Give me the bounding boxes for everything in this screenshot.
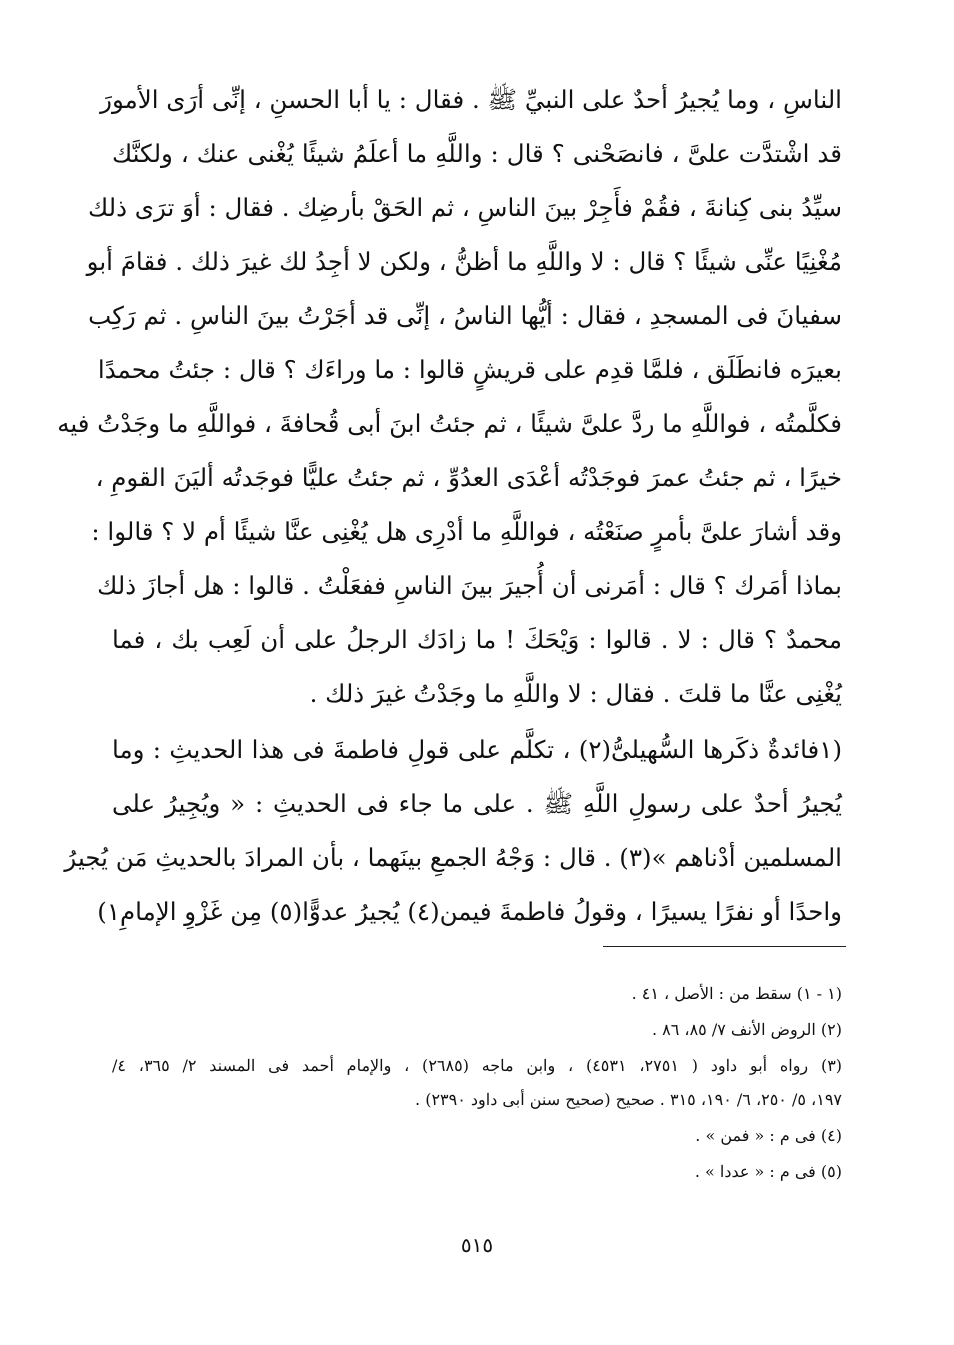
footnote: (١ - ١) سقط من : الأصل ، ٤١ .: [631, 984, 842, 1003]
footnote-separator: [603, 946, 846, 947]
footnote: ١٩٧، ٥/ ٢٥٠، ٦/ ١٩٠، ٣١٥ . صحيح (صحيح سنن أبى داود ٢٣٩٠) .: [415, 1090, 842, 1109]
body-line: مُغْنِيًا عنِّى شيئًا ؟ قال : لا واللَّهِ ما أظنُّ ، ولكن لا أجِدُ لك غيرَ ذلك . فقامَ أبو: [86, 247, 842, 276]
faida-line: المسلمين أدْناهم »(٣) . قال : وَجْهُ الجمعِ بينَهما ، بأن المرادَ بالحديثِ مَن يُجيرُ: [64, 843, 842, 872]
body-line: فكلَّمتُه ، فواللَّهِ ما ردَّ علىَّ شيئًا ، ثم جئتُ ابنَ أبى قُحافةَ ، فواللَّهِ ما وجَدْتُ فيه: [57, 409, 842, 438]
faida-line: واحدًا أو نفرًا يسيرًا ، وقولُ فاطمةَ فيمن(٤) يُجيرُ عدوًّا(٥) مِن غَزْوِ الإمامِ١): [97, 897, 842, 926]
body-line: خيرًا ، ثم جئتُ عمرَ فوجَدْتُه أعْدَى العدُوِّ ، ثم جئتُ عليًّا فوجَدتُه أليَنَ القومِ ،: [95, 463, 842, 492]
body-line: سيِّدُ بنى كِنانةَ ، فقُمْ فأَجِرْ بينَ الناسِ ، ثم الحَقْ بأرضِك . فقال : أوَ ترَى ذلك: [87, 193, 842, 222]
body-line: قد اشْتدَّت علىَّ ، فانصَحْنى ؟ قال : واللَّهِ ما أعلَمُ شيئًا يُغْنى عنك ، ولكنَّك: [112, 139, 842, 168]
body-line: الناسِ ، وما يُجيرُ أحدٌ على النبيِّ ﷺ . فقال : يا أبا الحسنِ ، إنِّى أرَى الأمورَ: [100, 85, 842, 114]
page-number: ٥١٥: [460, 1233, 494, 1257]
faida-line: يُجيرُ أحدٌ على رسولِ اللَّهِ ﷺ . على ما جاء فى الحديثِ : « ويُجِيرُ على: [112, 789, 842, 818]
body-line: محمدٌ ؟ قال : لا . قالوا : وَيْحَكَ ! ما زادَك الرجلُ على أن لَعِب بك ، فما: [112, 625, 842, 654]
body-line: بعيرَه فانطَلَق ، فلمَّا قدِم على قريشٍ قالوا : ما وراءَك ؟ قال : جئتُ محمدًا: [97, 355, 842, 384]
faida-heading-line: (١فائدةٌ ذكَرها السُّهيلىُّ(٢) ، تكلَّم على قولِ فاطمةَ فى هذا الحديثِ : وما: [112, 735, 843, 764]
body-line: سفيانَ فى المسجدِ ، فقال : أيُّها الناسُ ، إنِّى قد أجَرْتُ بينَ الناسِ . ثم رَكِب: [88, 301, 842, 330]
body-line: بماذا أمَرك ؟ قال : أمَرنى أن أُجيرَ بينَ الناسِ ففعَلْتُ . قالوا : هل أجازَ ذلك: [97, 571, 842, 600]
footnote: (٥) فى م : « عددا » .: [694, 1162, 842, 1181]
body-line: وقد أشارَ علىَّ بأمرٍ صنَعْتُه ، فواللَّهِ ما أدْرِى هل يُغْنِى عنَّا شيئًا أم لا ؟ قالوا :: [91, 517, 842, 546]
footnote: (٣) رواه أبو داود ( ٢٧٥١، ٤٥٣١) ، وابن ماجه (٢٦٨٥) ، والإمام أحمد فى المسند ٢/ ٣٦٥، ٤/: [112, 1056, 843, 1075]
footnote: (٤) فى م : « فمن » .: [695, 1126, 842, 1145]
footnote: (٢) الروض الأنف ٧/ ٨٥، ٨٦ .: [651, 1020, 842, 1039]
body-line: يُغْنِى عنَّا ما قلتَ . فقال : لا واللَّهِ ما وجَدْتُ غيرَ ذلك .: [309, 679, 842, 708]
